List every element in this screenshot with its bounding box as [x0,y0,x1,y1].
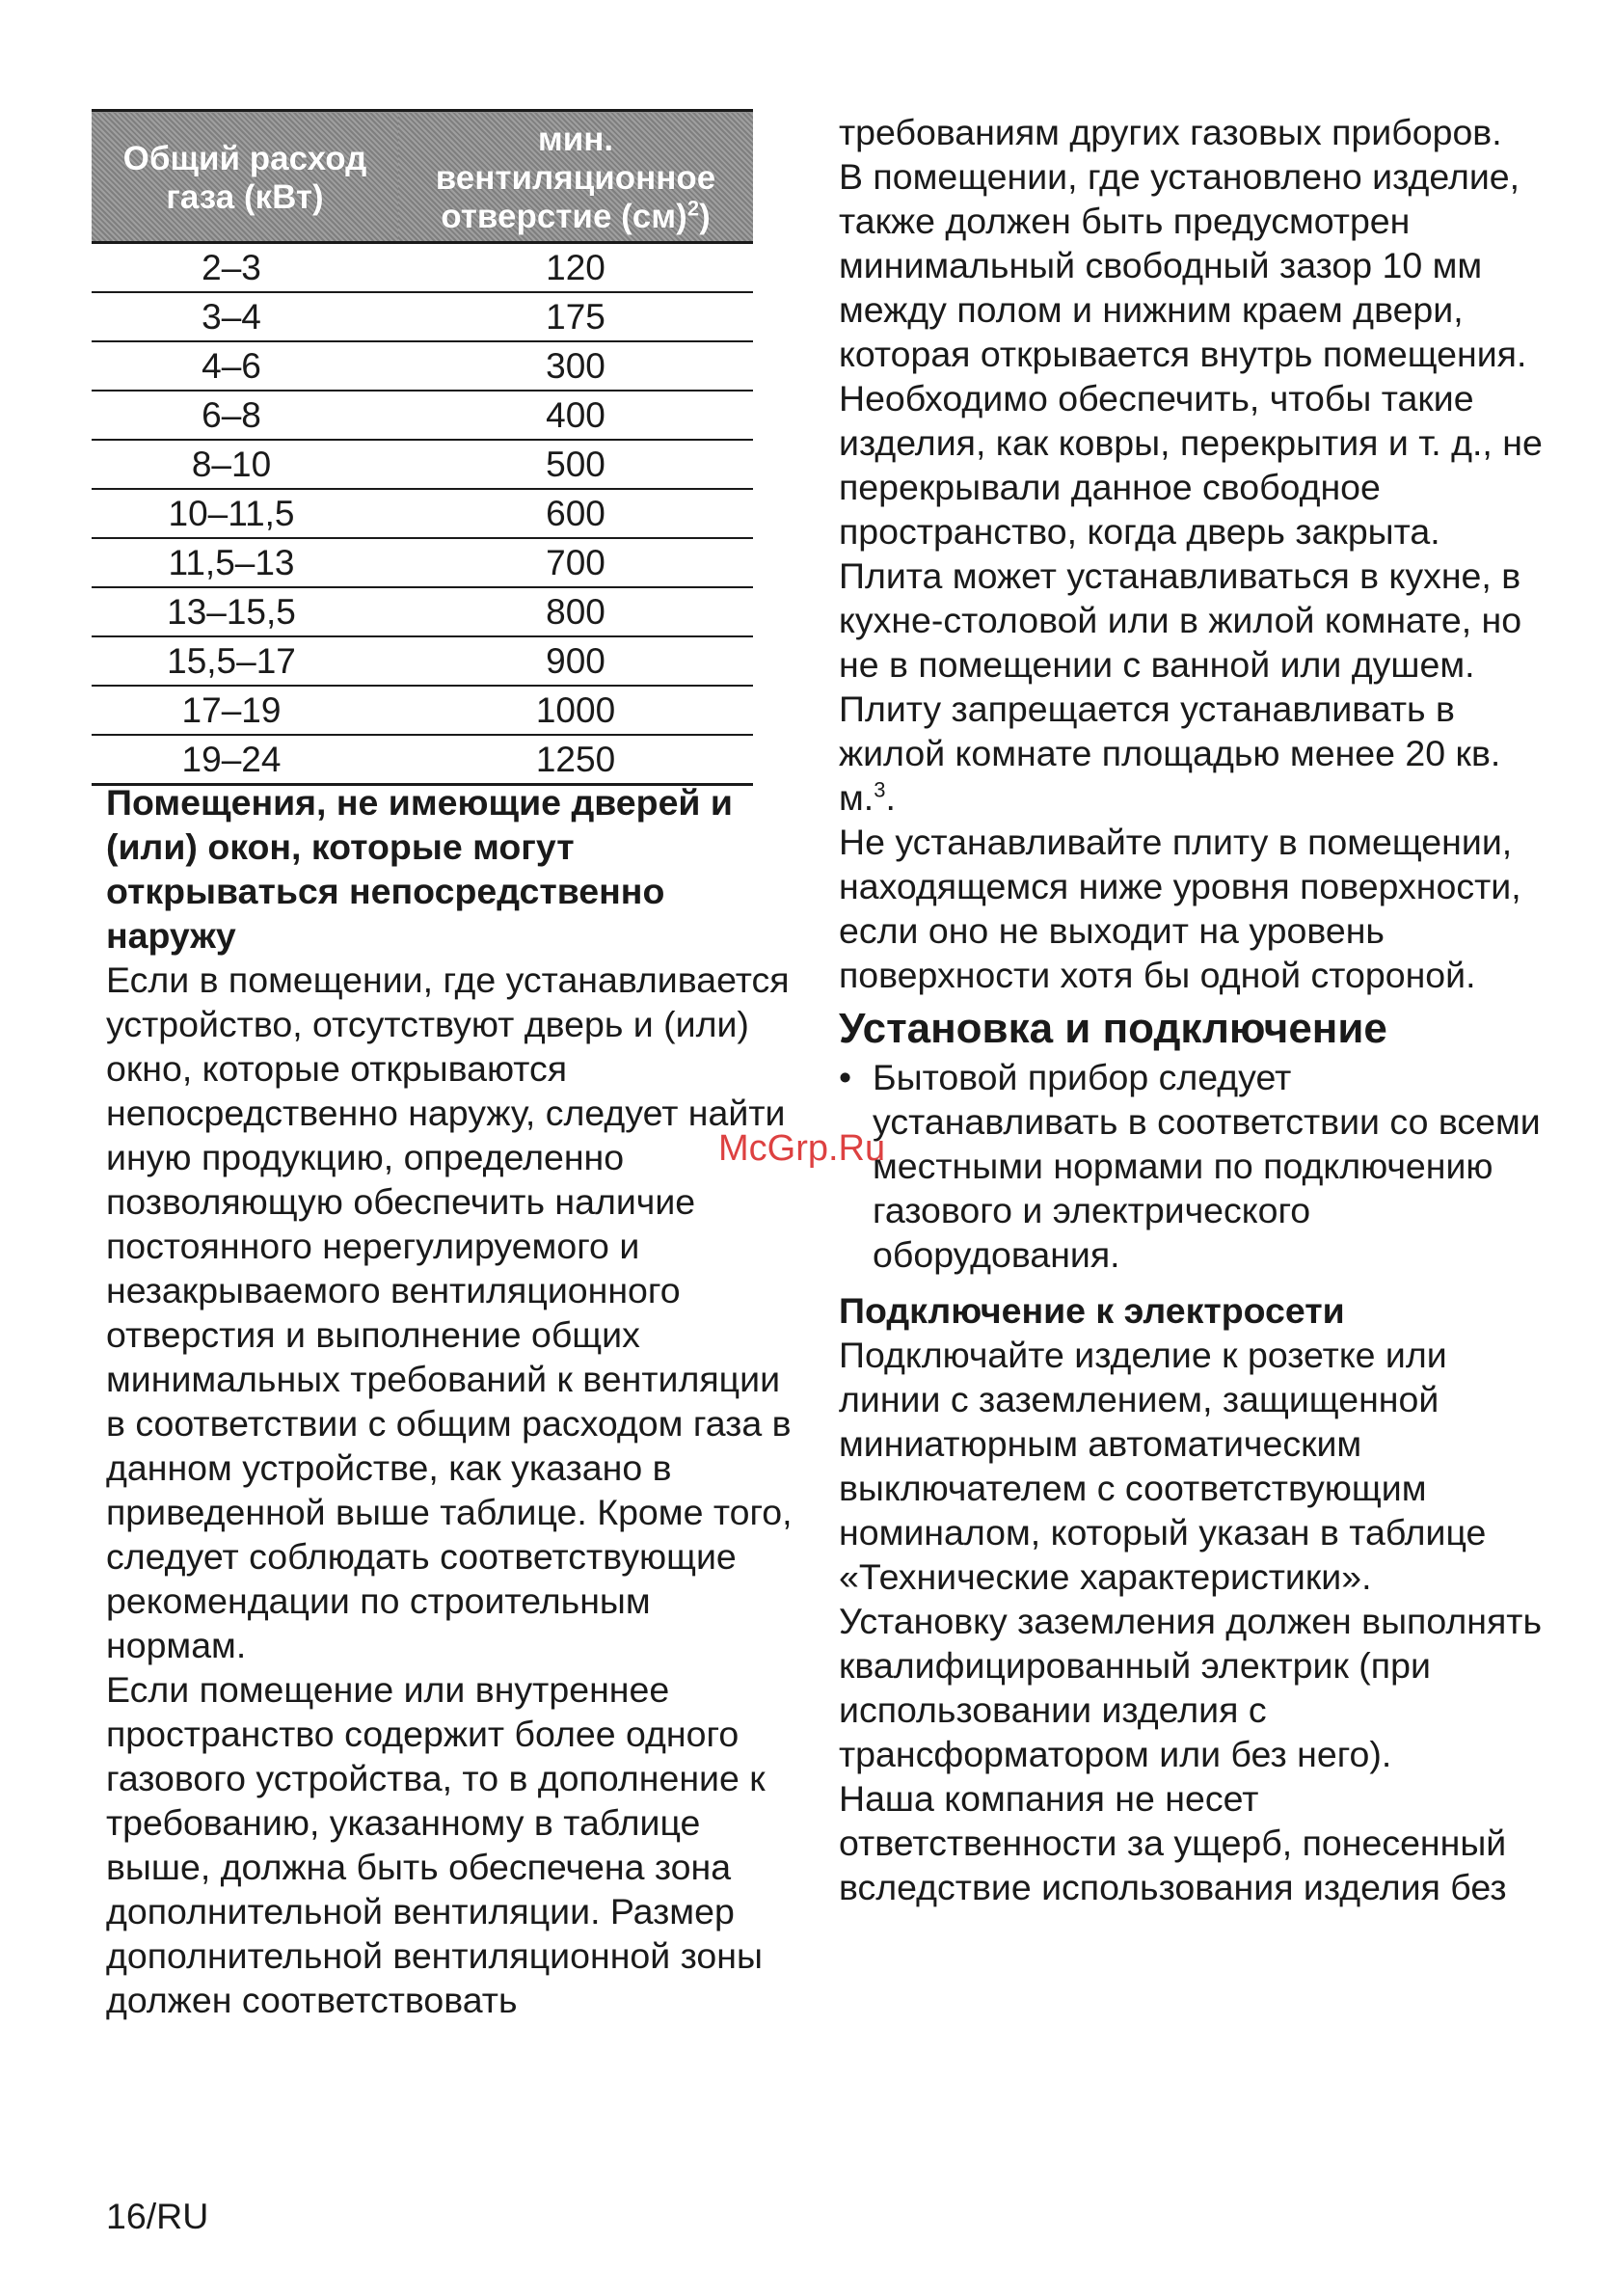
paragraph-liability: Наша компания не несет ответственности за ущерб, понесенный вследствие использования изделия без [839,1778,1507,1907]
cell-gas-consumption: 4–6 [92,341,398,391]
table-row [92,243,753,293]
cell-vent-opening: 120 [398,243,753,293]
cell-gas-consumption: 6–8 [92,391,398,440]
paragraph-electrical: Подключайте изделие к розетке или линии с заземлением, защищенной миниатюрным автоматическим выключателем с соответствующим номиналом, который указан в таблице «Технические характеристики». Установку заземления должен выполнять квалифицированный электрик (при использовании изделия с трансформатором или без него). [839,1335,1542,1774]
cell-gas-consumption: 2–3 [92,243,398,293]
left-column [106,780,800,2022]
cell-vent-opening: 900 [398,636,753,686]
paragraph-no-doors: Если в помещении, где устанавливается устройство, отсутствуют дверь и (или) окно, которые открываются непосредственно наружу, следует найти иную продукцию, определенно позволяющую обеспечить наличие постоянного нерегулируемого и незакрываемого вентиляционного отверстия и выполнение общих минимальных требований к вентиляции в соответствии с общим расходом газа в данном устройстве, как указано в приведенной выше таблице. Кроме того, следует соблюдать соответствующие рекомендации по строительным нормам. [106,959,793,1665]
header-close: ) [699,198,711,235]
table-row [92,341,753,391]
table-row [92,636,753,686]
cell-vent-opening: 800 [398,587,753,636]
table-row [92,440,753,489]
cell-gas-consumption: 17–19 [92,686,398,735]
paragraph-other-devices: требованиям других газовых приборов. [839,112,1502,152]
paragraph-multiple-devices: Если помещение или внутреннее пространство содержит более одного газового устройства, то в дополнение к требованию, указанному в таблице выше, должна быть обеспечена зона дополнительной вентиляции. Размер дополнительной вентиляционной зоны должен соответствовать [106,1669,766,2020]
install-location-end: . [885,777,896,818]
cell-gas-consumption: 13–15,5 [92,587,398,636]
table-row [92,735,753,785]
right-column [839,110,1543,1909]
table-row [92,686,753,735]
watermark: McGrp.Ru [718,1128,886,1169]
table-row [92,489,753,538]
header-sup: 2 [686,196,700,221]
table-row [92,538,753,587]
cell-vent-opening: 600 [398,489,753,538]
table-row [92,391,753,440]
cell-gas-consumption: 8–10 [92,440,398,489]
header-gas-consumption: Общий расход газа (кВт) [92,111,398,243]
cell-vent-opening: 175 [398,292,753,341]
cell-gas-consumption: 15,5–17 [92,636,398,686]
table-row [92,587,753,636]
bullet-item [839,1055,1543,1277]
table-row [92,292,753,341]
cell-gas-consumption: 11,5–13 [92,538,398,587]
cell-gas-consumption: 10–11,5 [92,489,398,538]
bullet-marker: • [839,1057,852,1097]
install-location-sup: 3 [874,777,886,802]
table-header-row [92,111,753,243]
gas-ventilation-table [92,109,753,786]
section-heading-no-doors: Помещения, не имеющие дверей и (или) окон, которые могут открываться непосредственно наружу [106,782,733,956]
paragraph-install-location [839,554,1543,820]
bullet-text: Бытовой прибор следует устанавливать в соответствии со всеми местными нормами по подключению газового и электрического оборудования. [873,1057,1541,1275]
cell-vent-opening: 1000 [398,686,753,735]
install-location-text: Плита может устанавливаться в кухне, в кухне-столовой или в жилой комнате, но не в помещении с ванной или душем. Плиту запрещается устанавливать в жилой комнате площадью менее 20 кв. м. [839,555,1522,818]
header-min-vent-text: мин. вентиляционное отверстие (см) [435,121,716,235]
section-title-installation: Установка и подключение [839,1005,1387,1052]
paragraph-door-gap: В помещении, где установлено изделие, также должен быть предусмотрен минимальный свободный зазор 10 мм между полом и нижним краем двери, которая открывается внутрь помещения. Необходимо обеспечить, чтобы такие изделия, как ковры, перекрытия и т. д., не перекрывали данное свободное пространство, когда дверь закрыта. [839,156,1543,552]
table-body [92,243,753,785]
cell-gas-consumption: 19–24 [92,735,398,785]
cell-vent-opening: 500 [398,440,753,489]
cell-gas-consumption: 3–4 [92,292,398,341]
header-min-vent-opening [398,111,753,243]
cell-vent-opening: 1250 [398,735,753,785]
paragraph-below-ground: Не устанавливайте плиту в помещении, находящемся ниже уровня поверхности, если оно не выходит на уровень поверхности хотя бы одной стороной. [839,822,1521,995]
cell-vent-opening: 400 [398,391,753,440]
subheading-electrical: Подключение к электросети [839,1290,1345,1331]
cell-vent-opening: 700 [398,538,753,587]
cell-vent-opening: 300 [398,341,753,391]
page-number: 16/RU [106,2196,209,2236]
